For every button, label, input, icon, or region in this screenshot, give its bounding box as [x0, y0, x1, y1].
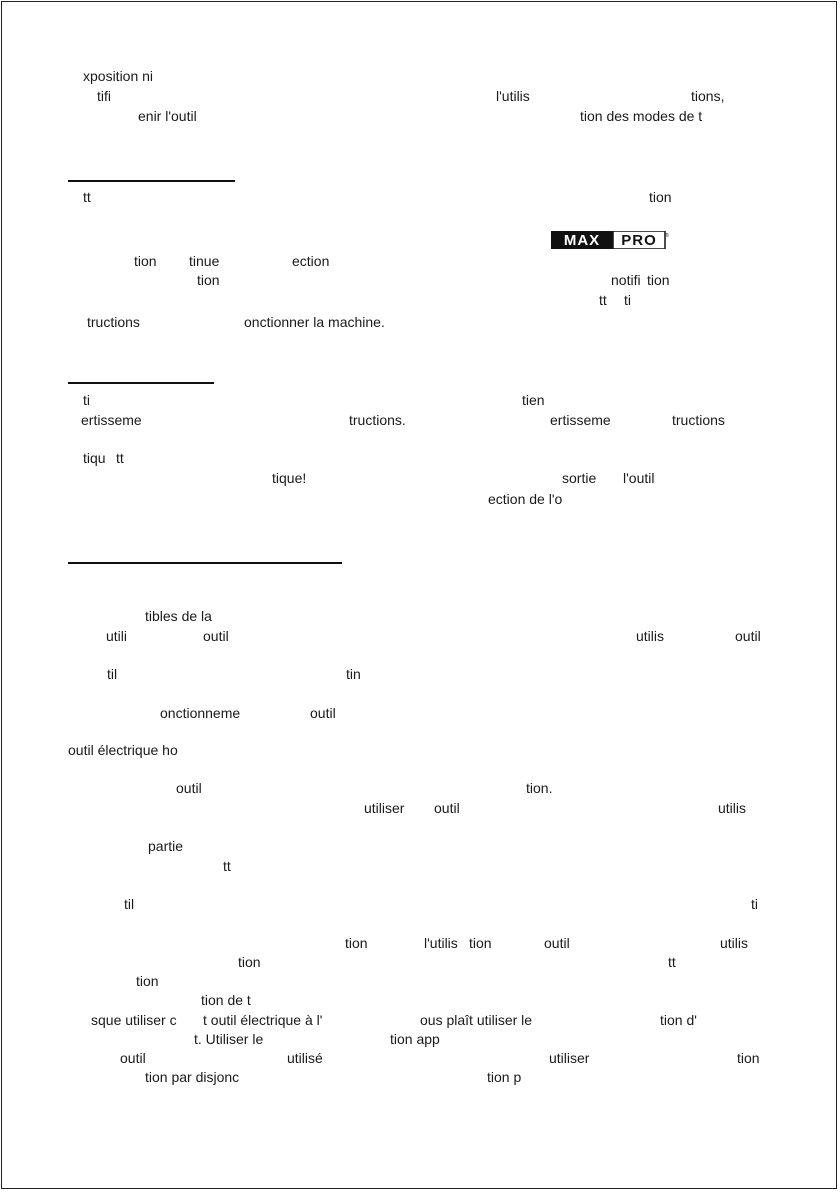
text-fragment: utilis [720, 935, 749, 951]
text-fragment: tion [737, 1050, 760, 1066]
text-fragment: enir l'outil [138, 108, 197, 124]
text-fragment: utiliser [549, 1050, 590, 1066]
text-fragment: tructions [672, 412, 725, 428]
text-fragment: til [107, 666, 118, 682]
maxpro-logo [551, 231, 669, 249]
text-fragment: tifi [97, 88, 111, 104]
text-fragment: tt [599, 292, 607, 308]
text-fragment: tien [522, 392, 545, 408]
section-rule [68, 562, 342, 564]
text-fragment: outil [203, 628, 229, 644]
text-fragment: tructions. [349, 412, 406, 428]
logo-text-left: MAX [563, 232, 601, 249]
text-fragment: ection [292, 253, 330, 269]
text-fragment: tiqu [83, 450, 106, 466]
text-fragment: tion [469, 935, 492, 951]
text-fragment: ous plaît utiliser le [420, 1012, 533, 1028]
text-fragment: tion [647, 272, 670, 288]
section-rule [68, 180, 235, 182]
text-fragment: t. Utiliser le [194, 1031, 264, 1047]
section-rule [68, 382, 214, 384]
text-fragment: tt [668, 954, 676, 970]
text-fragment: tique! [272, 470, 307, 486]
text-fragment: tion [345, 935, 368, 951]
text-fragment: tion d' [660, 1012, 697, 1028]
text-fragment: tt [223, 858, 231, 874]
text-fragment: tructions [87, 314, 140, 330]
text-fragment: sortie [562, 470, 597, 486]
text-fragment: ti [624, 292, 631, 308]
text-fragment: utili [106, 628, 128, 644]
text-fragment: outil [176, 780, 202, 796]
text-fragment: tt [116, 450, 124, 466]
text-fragment: xposition ni [83, 68, 154, 84]
text-fragment: tibles de la [145, 608, 212, 624]
text-fragment: l'utilis [496, 88, 530, 104]
text-fragment: tion p [487, 1069, 522, 1085]
text-fragment: onctionner la machine. [244, 314, 385, 330]
text-fragment: utilis [718, 800, 747, 816]
text-fragment: utiliser [364, 800, 405, 816]
text-fragment: t outil électrique à l' [203, 1012, 323, 1028]
text-fragment: til [124, 896, 135, 912]
text-fragment: partie [148, 838, 184, 854]
text-fragment: outil [120, 1050, 146, 1066]
text-fragment: ertisseme [81, 412, 142, 428]
text-fragment: ti [83, 392, 90, 408]
text-fragment: tion par disjonc [145, 1069, 240, 1085]
text-fragment: ti [751, 896, 758, 912]
text-fragment: outil [735, 628, 761, 644]
text-fragment: tions, [691, 88, 725, 104]
text-fragment: tin [346, 666, 361, 682]
text-fragment: outil [544, 935, 570, 951]
text-fragment: onctionneme [160, 705, 241, 721]
text-fragment: l'outil [623, 470, 655, 486]
text-fragment: tt [83, 189, 91, 205]
logo-text-right: PRO [621, 232, 657, 249]
text-fragment: tion [197, 272, 220, 288]
text-fragment: tion de t [201, 992, 251, 1008]
text-fragment: notifi [611, 272, 641, 288]
text-fragment: l'utilis [424, 935, 458, 951]
text-fragment: tion [136, 973, 159, 989]
text-fragment: ection de l'o [488, 491, 563, 507]
text-fragment: utilisé [287, 1050, 323, 1066]
text-fragment: outil [434, 800, 460, 816]
text-fragment: ertisseme [550, 412, 611, 428]
text-fragment: utilis [636, 628, 665, 644]
text-fragment: tion. [526, 780, 553, 796]
text-fragment: sque utiliser c [91, 1012, 177, 1028]
text-fragment: tion des modes de t [580, 108, 703, 124]
text-fragment: outil [310, 705, 336, 721]
text-fragment: tion [649, 189, 672, 205]
text-fragment: tion [134, 253, 157, 269]
text-fragment: tion [238, 954, 261, 970]
text-fragment: tinue [189, 253, 220, 269]
logo-mark: ® [665, 233, 669, 239]
text-fragment: tion app [390, 1031, 440, 1047]
text-fragment: outil électrique ho [68, 742, 178, 758]
